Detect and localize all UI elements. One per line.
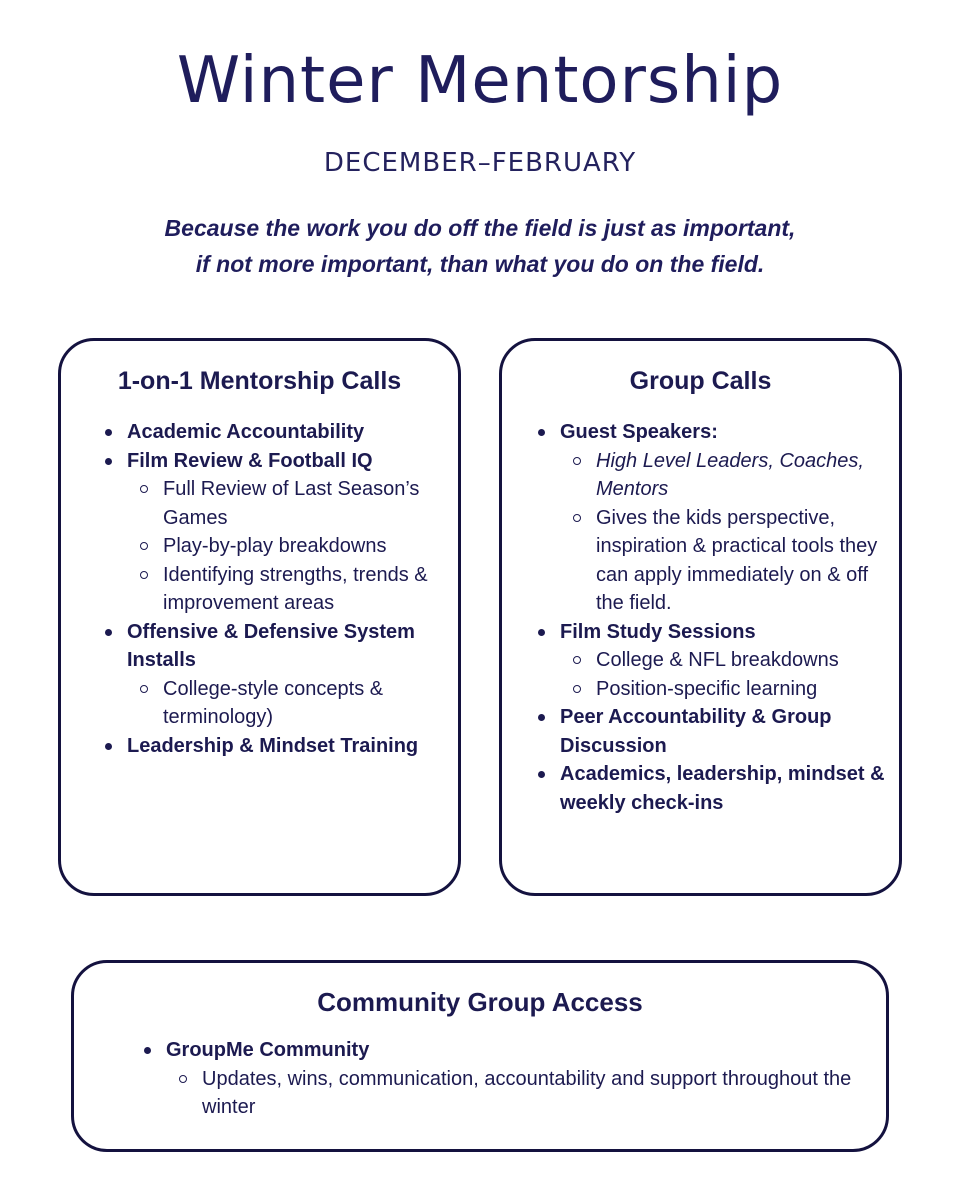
sub-item: Gives the kids perspective, inspiration & practical tools they can apply immediately on & off the field. [596,504,885,618]
one-on-one-list [61,418,458,760]
sub-list [560,447,885,618]
sub-item: Full Review of Last Season’s Games [163,475,448,532]
list-item [560,418,885,618]
sub-item: Updates, wins, communication, accountability and support throughout the winter [202,1065,876,1122]
item-label: Academics, leadership, mindset & weekly check-ins [560,763,885,814]
sub-item: Position-specific learning [596,675,885,704]
group-calls-card [499,338,902,896]
sub-item: Identifying strengths, trends & improvement areas [163,561,448,618]
list-item [127,732,448,761]
one-on-one-card [58,338,461,896]
community-card [71,960,889,1152]
one-on-one-heading: 1-on-1 Mentorship Calls [117,367,402,395]
community-heading: Community Group Access [317,987,643,1017]
item-label: Academic Accountability [127,421,365,443]
sub-item: College & NFL breakdowns [596,646,885,675]
tagline-line-2: if not more important, than what you do on the field. [195,251,765,277]
sub-item: High Level Leaders, Coaches, Mentors [596,447,885,504]
tagline-line-1: Because the work you do off the field is just as important, [164,215,796,241]
page-title: Winter Mentorship [176,44,784,118]
list-item [127,618,448,732]
list-item [127,447,448,618]
sub-list [560,646,885,703]
sub-list [166,1065,876,1122]
list-item [560,618,885,704]
sub-item: College-style concepts & terminology) [163,675,448,732]
item-label: Peer Accountability & Group Discussion [560,706,832,757]
tagline [0,210,960,282]
group-calls-heading: Group Calls [629,367,772,395]
item-label: Guest Speakers: [560,421,718,443]
sub-list [127,675,448,732]
item-label: Offensive & Defensive System Installs [127,620,415,671]
sub-list [127,475,448,618]
item-label: Film Study Sessions [560,620,756,643]
sub-item: Play-by-play breakdowns [163,532,448,561]
list-item [127,418,448,447]
date-range: DECEMBER–FEBRUARY [323,148,637,178]
community-list [74,1036,886,1122]
list-item [560,703,885,760]
list-item [560,760,885,817]
item-label: Film Review & Football IQ [127,449,373,472]
group-calls-list [502,418,899,817]
item-label: GroupMe Community [166,1039,370,1061]
item-label: Leadership & Mindset Training [127,734,419,757]
list-item [166,1036,876,1122]
